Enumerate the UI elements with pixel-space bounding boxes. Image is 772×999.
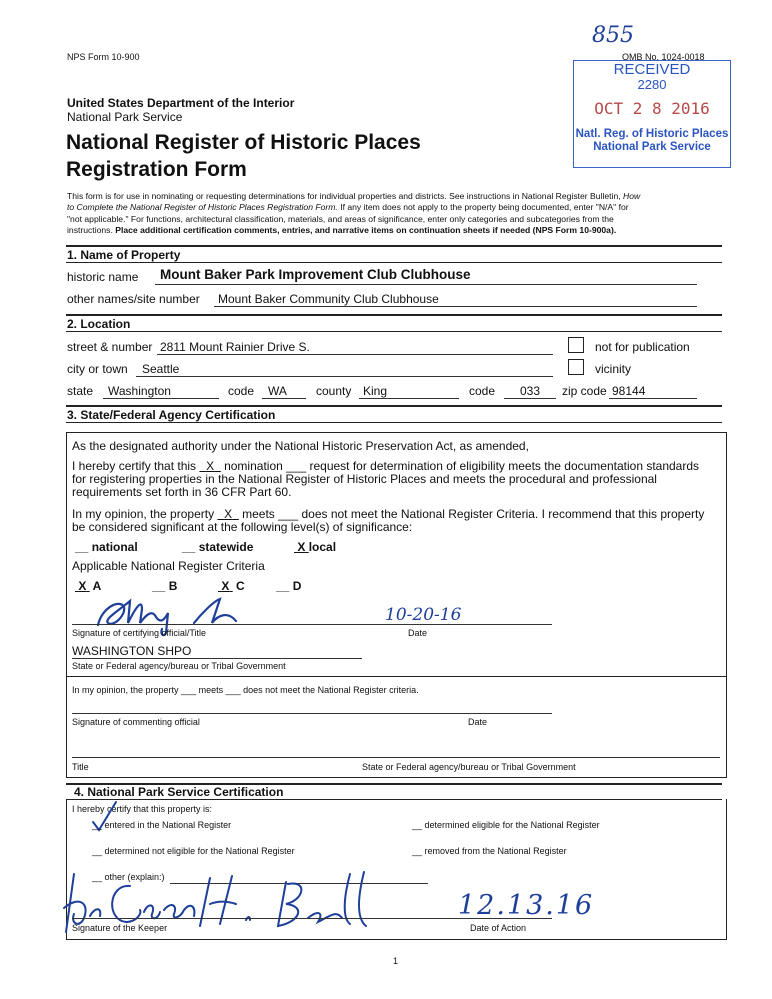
county-line — [359, 398, 459, 399]
section2-rule-top — [66, 314, 722, 316]
section2-heading: 2. Location — [67, 317, 131, 331]
agency-label: State or Federal agency/bureau or Tribal Government — [72, 661, 286, 671]
section2-rule-bottom — [66, 331, 722, 332]
criteria-label: Applicable National Register Criteria — [72, 559, 265, 573]
street-label: street & number — [67, 340, 153, 354]
state-value: Washington — [108, 384, 171, 398]
county-code-value: 033 — [520, 384, 541, 398]
level-national: __ national — [75, 540, 138, 554]
level-statewide: __ statewide — [182, 540, 254, 554]
section3-heading: 3. State/Federal Agency Certification — [67, 408, 276, 422]
section4-heading: 4. National Park Service Certification — [74, 785, 284, 799]
not-for-publication-label: not for publication — [595, 340, 690, 354]
certifying-signature-line — [72, 624, 552, 625]
county-label: county — [316, 384, 352, 398]
other-names-label: other names/site number — [67, 292, 200, 306]
stamp-number: 2280 — [637, 77, 667, 92]
stamp-org-line1: Natl. Reg. of Historic Places — [575, 128, 729, 140]
handwritten-reference-number: 855 — [592, 23, 634, 48]
opinion-line2: be considered significant at the following level(s) of significance: — [72, 520, 413, 534]
keeper-date-handwritten: 12.13.16 — [458, 890, 595, 921]
nps-certify-text: I hereby certify that this property is: — [72, 804, 213, 814]
street-value: 2811 Mount Rainier Drive S. — [160, 340, 310, 354]
certify-line3: requirements set forth in 36 CFR Part 60. — [72, 485, 292, 499]
stamp-received: RECEIVED — [613, 61, 691, 78]
vicinity-checkbox[interactable] — [568, 359, 584, 375]
state-line — [103, 398, 219, 399]
form-title-line1: National Register of Historic Places — [66, 131, 421, 154]
option-removed: __ removed from the National Register — [412, 846, 567, 856]
historic-name-value: Mount Baker Park Improvement Club Clubhouse — [160, 267, 471, 282]
city-value: Seattle — [142, 362, 180, 376]
title-label: Title — [72, 762, 89, 772]
title-agency-label: State or Federal agency/bureau or Tribal Government — [362, 762, 576, 772]
omb-number: OMB No. 1024-0018 — [622, 52, 705, 62]
certifying-signature-label: Signature of certifying official/Title — [72, 628, 207, 638]
keeper-signature-line — [72, 918, 552, 919]
county-code-label: code — [469, 384, 496, 398]
keeper-signature-label: Signature of the Keeper — [72, 923, 168, 933]
section3-rule-top — [66, 405, 722, 407]
level-local: X local — [297, 540, 337, 554]
intro-paragraph: This form is for use in nominating or requesting determinations for individual properties and districts. See instructions in National Register Bulletin, How to Complete the National Register of Historic Places Registration Form. If any item does not apply to the property being documented, enter "N/A" for "not applicable." For functions, architectural classification, materials, and areas of significance, enter only categories and subcategories from the instructions. Place additional certification comments, entries, and narrative items on continuation sheets if needed (NPS Form 10-900a). — [67, 191, 641, 236]
received-stamp — [573, 60, 731, 168]
state-code-value: WA — [268, 384, 287, 398]
title-line — [72, 757, 720, 758]
not-for-publication-checkbox[interactable] — [568, 337, 584, 353]
option-determined-not-eligible: __ determined not eligible for the National Register — [92, 846, 295, 856]
service-name: National Park Service — [67, 110, 183, 124]
option-determined-eligible: __ determined eligible for the National Register — [412, 820, 600, 830]
certifying-date-handwritten: 10-20-16 — [385, 605, 462, 625]
page-number: 1 — [393, 956, 399, 966]
section3-rule-bottom — [66, 422, 722, 423]
other-names-value: Mount Baker Community Club Clubhouse — [218, 292, 439, 306]
historic-name-line — [155, 284, 697, 285]
section1-rule-bottom — [66, 262, 722, 263]
city-label: city or town — [67, 362, 128, 376]
historic-name-label: historic name — [67, 270, 139, 284]
form-number: NPS Form 10-900 — [67, 52, 140, 62]
state-code-line — [262, 398, 306, 399]
department-name: United States Department of the Interior — [67, 96, 295, 110]
criterion-c: X C — [221, 579, 245, 593]
street-line — [157, 354, 553, 355]
comment-signature-line — [72, 713, 552, 714]
agency-line — [72, 658, 362, 659]
stamp-org-line2: National Park Service — [593, 141, 711, 153]
certify-line1: I hereby certify that this X nomination ___ request for determination of eligibility meets the documentation standards — [72, 459, 700, 473]
section1-heading: 1. Name of Property — [67, 248, 181, 262]
state-code-label: code — [228, 384, 255, 398]
comment-opinion: In my opinion, the property ___ meets ___ does not meet the National Register criteria. — [72, 685, 419, 695]
zip-line — [609, 398, 697, 399]
stamp-date: OCT 2 8 2016 — [594, 99, 710, 118]
city-line — [136, 376, 553, 377]
comment-signature-label: Signature of commenting official — [72, 717, 200, 727]
state-label: state — [67, 384, 94, 398]
agency-value: WASHINGTON SHPO — [72, 644, 192, 658]
authority-text: As the designated authority under the National Historic Preservation Act, as amended, — [72, 439, 529, 453]
section1-rule-top — [66, 245, 722, 247]
comment-date-label: Date — [468, 717, 488, 727]
criterion-d: __ D — [276, 579, 302, 593]
other-names-line — [214, 306, 697, 307]
zip-value: 98144 — [612, 384, 646, 398]
county-code-line — [504, 398, 556, 399]
certifying-date-label: Date — [408, 628, 428, 638]
date-of-action-label: Date of Action — [470, 923, 527, 933]
county-value: King — [363, 384, 388, 398]
criterion-b: __ B — [152, 579, 178, 593]
option-entered: __ entered in the National Register — [92, 820, 232, 830]
vicinity-label: vicinity — [595, 362, 632, 376]
form-title-line2: Registration Form — [66, 158, 247, 181]
option-other: __ other (explain:) — [92, 872, 165, 882]
certification-box-divider — [66, 676, 726, 677]
opinion-line1: In my opinion, the property X meets ___ does not meet the National Register Criteria. I recommend that this property — [72, 507, 705, 521]
certify-line2: for registering properties in the National Register of Historic Places and meets the procedural and professional — [72, 472, 657, 486]
zip-label: zip code — [562, 384, 607, 398]
criterion-a: X A — [78, 579, 102, 593]
